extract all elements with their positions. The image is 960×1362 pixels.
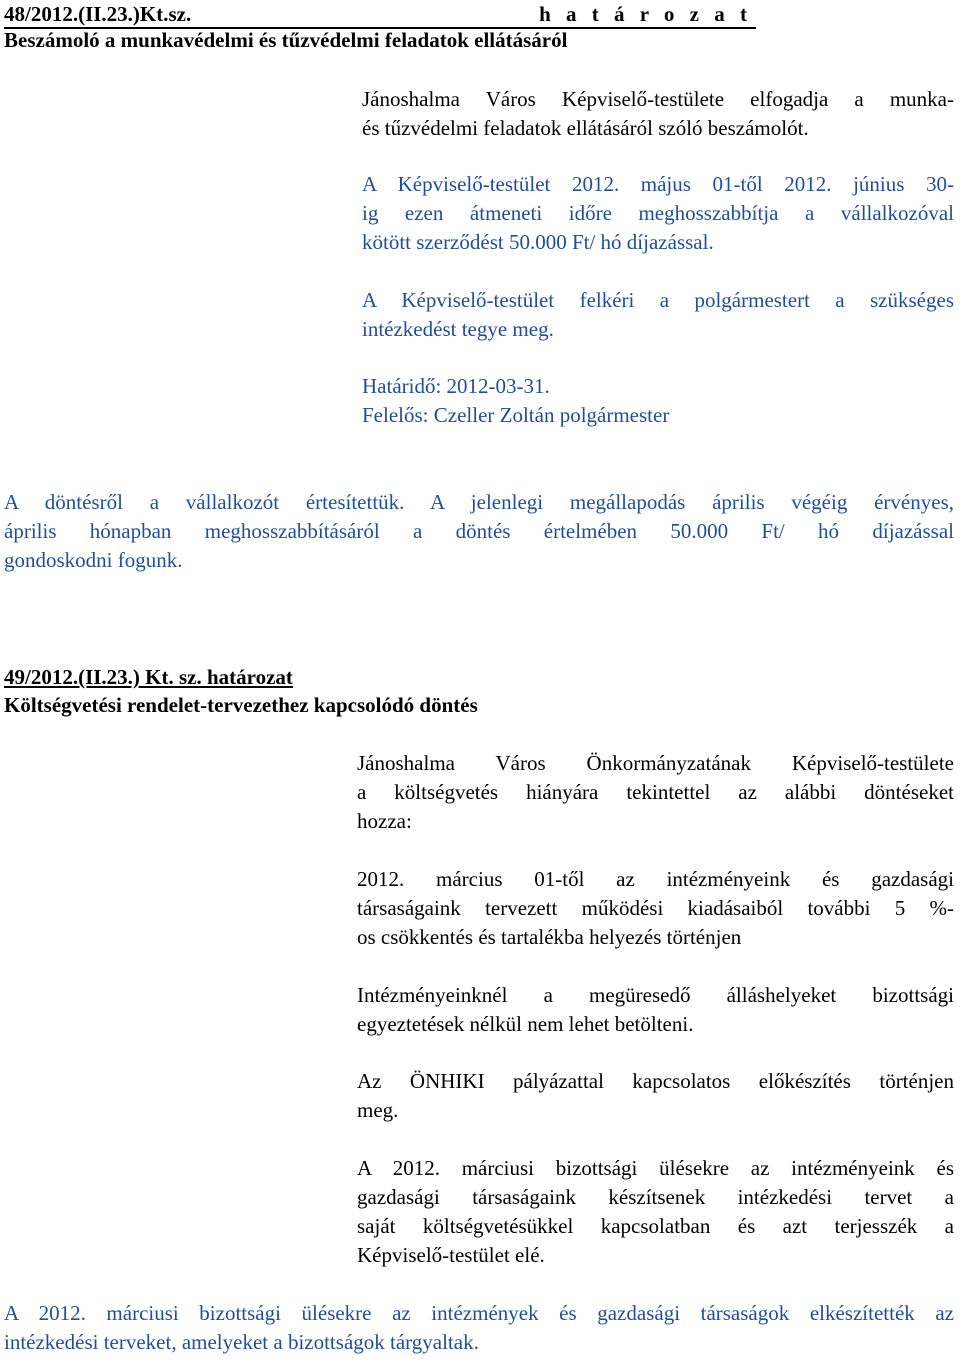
resolution-heading (4, 0, 756, 29)
resolution-title: Beszámoló a munkavédelmi és tűzvédelmi feladatok ellátásáról (4, 28, 568, 52)
paragraph-line: Jánoshalma Város Képviselő-testülete elfogadja a munka- (362, 87, 954, 111)
resolution-number: 49/2012.(II.23.) Kt. sz. határozat (4, 665, 293, 689)
note-line: A döntésről a vállalkozót értesítettük. A jelenlegi megállapodás április végéig érvényes, (4, 490, 954, 514)
paragraph-line: társaságaink tervezett működési kiadásaiból további 5 %- (357, 896, 954, 920)
responsible-person: Felelős: Czeller Zoltán polgármester (362, 403, 670, 427)
note-line: intézkedési terveket, amelyeket a bizottságok tárgyaltak. (4, 1330, 479, 1354)
paragraph-line: 2012. március 01-től az intézményeink és gazdasági (357, 867, 954, 891)
paragraph-line: meg. (357, 1098, 399, 1122)
note-line: gondoskodni fogunk. (4, 548, 183, 572)
resolution-type: h a t á r o z a t (539, 2, 752, 26)
paragraph-line: Az ÖNHIKI pályázattal kapcsolatos előkészítés történjen (357, 1069, 954, 1093)
paragraph-line: saját költségvetésükkel kapcsolatban és azt terjesszék a (357, 1214, 954, 1238)
paragraph-line: os csökkentés és tartalékba helyezés történjen (357, 925, 742, 949)
paragraph-line: és tűzvédelmi feladatok ellátásáról szóló beszámolót. (362, 116, 809, 140)
paragraph-line: a költségvetés hiányára tekintettel az alábbi döntéseket (357, 780, 954, 804)
paragraph-line: gazdasági társaságaink készítsenek intézkedési tervet a (357, 1185, 954, 1209)
paragraph-line: A Képviselő-testület 2012. május 01-től 2012. június 30- (362, 172, 954, 196)
paragraph-line: Képviselő-testület elé. (357, 1243, 545, 1267)
deadline: Határidő: 2012-03-31. (362, 374, 550, 398)
paragraph-line: egyeztetések nélkül nem lehet betölteni. (357, 1012, 694, 1036)
paragraph-line: Intézményeinknél a megüresedő álláshelyeket bizottsági (357, 983, 954, 1007)
paragraph-line: Jánoshalma Város Önkormányzatának Képviselő-testülete (357, 751, 954, 775)
paragraph-line: A 2012. márciusi bizottsági ülésekre az intézményeink és (357, 1156, 954, 1180)
note-line: A 2012. márciusi bizottsági ülésekre az intézmények és gazdasági társaságok elkészítették az (4, 1301, 954, 1325)
paragraph-line: kötött szerződést 50.000 Ft/ hó díjazással. (362, 230, 714, 254)
note-line: április hónapban meghosszabbításáról a döntés értelmében 50.000 Ft/ hó díjazással (4, 519, 954, 543)
paragraph-line: ig ezen átmeneti időre meghosszabbítja a vállalkozóval (362, 201, 954, 225)
paragraph-line: intézkedést tegye meg. (362, 317, 554, 341)
paragraph-line: hozza: (357, 809, 412, 833)
resolution-title: Költségvetési rendelet-tervezethez kapcsolódó döntés (4, 693, 478, 717)
paragraph-line: A Képviselő-testület felkéri a polgármestert a szükséges (362, 288, 954, 312)
resolution-number: 48/2012.(II.23.)Kt.sz. (4, 2, 192, 26)
